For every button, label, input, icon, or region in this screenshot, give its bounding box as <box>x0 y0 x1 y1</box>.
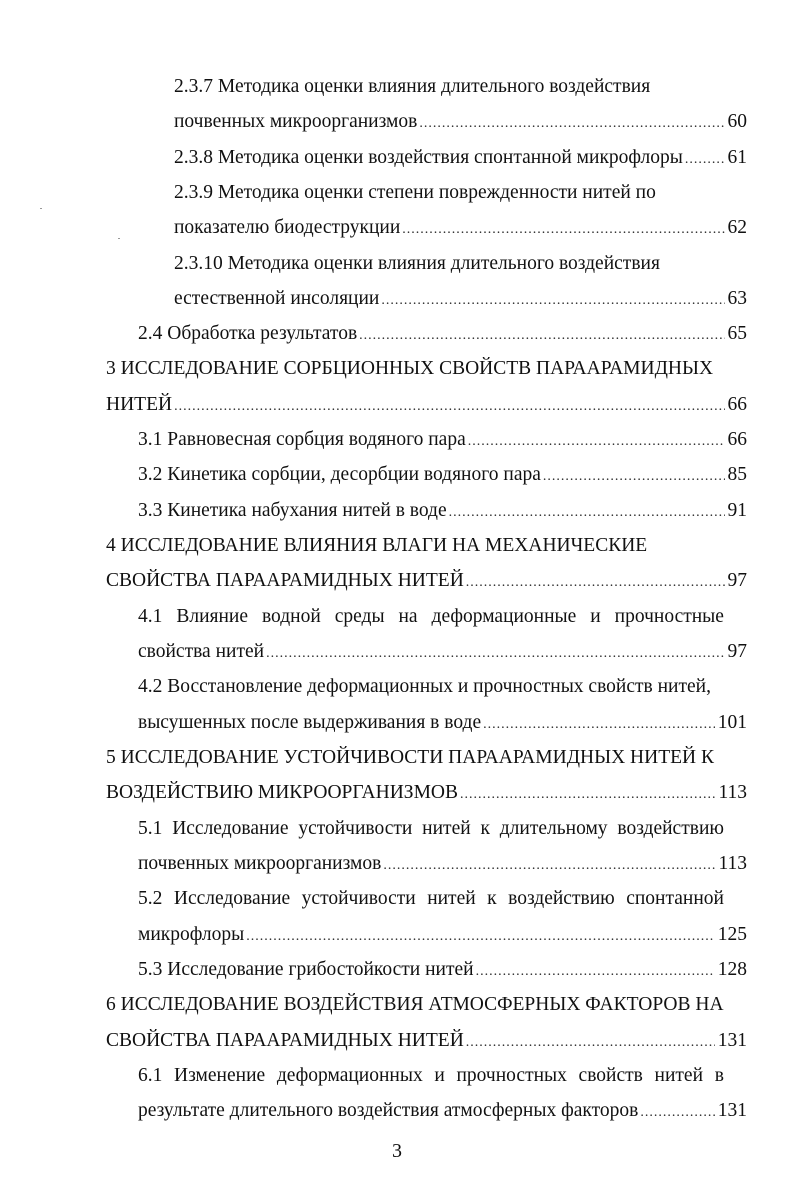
toc-word: в <box>714 1065 724 1086</box>
toc-entry-title: 2.4 Обработка результатов <box>138 323 358 344</box>
toc-chapter-4-line1 <box>106 531 647 561</box>
toc-chapter-title: 5 ИССЛЕДОВАНИЕ УСТОЙЧИВОСТИ ПАРААРАМИДНЫХ НИТЕЙ К <box>106 747 714 768</box>
toc-page-number: 97 <box>727 641 747 662</box>
toc-page-number: 125 <box>717 924 747 945</box>
toc-entry-6-1-line1 <box>138 1061 724 1091</box>
page-number: 3 <box>392 1140 402 1162</box>
toc-word: деформационных <box>276 1065 423 1086</box>
toc-word: 5.2 <box>138 888 163 909</box>
toc-word: нитей <box>422 818 471 839</box>
toc-page-number: 131 <box>717 1030 747 1051</box>
dot-leader <box>685 145 725 175</box>
toc-word: воздействию <box>508 888 615 909</box>
toc-page-number: 61 <box>727 147 747 168</box>
toc-entry-4-1-line2 <box>138 637 747 667</box>
toc-entry-3-2 <box>138 460 747 490</box>
toc-entry-2-4 <box>138 319 747 349</box>
toc-chapter-5-line2 <box>106 778 747 808</box>
toc-word: водной <box>261 606 321 627</box>
dot-leader <box>468 427 725 457</box>
dot-leader <box>466 568 725 598</box>
toc-entry-2-3-9-line1 <box>174 178 656 208</box>
toc-word: деформационные <box>431 606 577 627</box>
toc-entry-title: 3.2 Кинетика сорбции, десорбции водяного пара <box>138 464 541 485</box>
toc-entry-title: микрофлоры <box>138 924 245 945</box>
toc-entry-2-3-9-line2 <box>174 213 747 243</box>
scan-speck <box>40 208 42 209</box>
dot-leader <box>174 392 724 422</box>
toc-word: Исследование <box>173 888 291 909</box>
toc-page-number: 65 <box>727 323 747 344</box>
toc-word: устойчивости <box>298 818 413 839</box>
toc-entry-4-2-line2 <box>138 708 747 738</box>
dot-leader <box>476 957 715 987</box>
toc-entry-title: 2.3.10 Методика оценки влияния длительного воздействия <box>174 253 660 274</box>
toc-chapter-title: СВОЙСТВА ПАРААРАМИДНЫХ НИТЕЙ <box>106 1030 464 1051</box>
toc-chapter-3-line2 <box>106 390 747 420</box>
toc-entry-4-2-line1 <box>138 672 711 702</box>
toc-chapter-title: ВОЗДЕЙСТВИЮ МИКРООРГАНИЗМОВ <box>106 782 458 803</box>
toc-word: Исследование <box>172 818 289 839</box>
toc-word: свойств <box>578 1065 643 1086</box>
toc-entry-6-1-line2 <box>138 1096 747 1126</box>
toc-page-number: 63 <box>727 288 747 309</box>
dot-leader <box>449 498 725 528</box>
toc-word: устойчивости <box>301 888 416 909</box>
toc-word: спонтанной <box>626 888 724 909</box>
toc-entry-title: 2.3.8 Методика оценки воздействия спонтанной микрофлоры <box>174 147 683 168</box>
toc-entry-5-1-line2 <box>138 849 747 879</box>
toc-word: и <box>590 606 601 627</box>
toc-entry-title: почвенных микроорганизмов <box>138 853 382 874</box>
toc-entry-title: результате длительного воздействия атмосферных факторов <box>138 1100 639 1121</box>
dot-leader <box>383 851 715 881</box>
toc-page-number: 62 <box>727 217 747 238</box>
toc-word: воздействию <box>617 818 724 839</box>
toc-entry-5-3 <box>138 955 747 985</box>
dot-leader <box>266 639 724 669</box>
toc-entry-title: свойства нитей <box>138 641 265 662</box>
dot-leader <box>483 710 715 740</box>
toc-page-number: 66 <box>727 429 747 450</box>
toc-entry-title: 3.1 Равновесная сорбция водяного пара <box>138 429 466 450</box>
toc-entry-5-2-line1 <box>138 884 724 914</box>
toc-word: 5.1 <box>138 818 163 839</box>
toc-page-number: 66 <box>727 394 747 415</box>
toc-page-number: 131 <box>717 1100 747 1121</box>
dot-leader <box>460 780 715 810</box>
toc-entry-2-3-8 <box>174 143 747 173</box>
toc-word: 6.1 <box>138 1065 163 1086</box>
dot-leader <box>402 215 724 245</box>
toc-page-number: 128 <box>717 959 747 980</box>
dot-leader <box>543 462 725 492</box>
dot-leader <box>419 109 724 139</box>
toc-entry-title: естественной инсоляции <box>174 288 380 309</box>
toc-chapter-title: 3 ИССЛЕДОВАНИЕ СОРБЦИОННЫХ СВОЙСТВ ПАРААРАМИДНЫХ <box>106 358 714 379</box>
scan-speck <box>118 238 120 239</box>
toc-entry-5-2-line2 <box>138 920 747 950</box>
toc-page-number: 97 <box>727 570 747 591</box>
toc-entry-2-3-10-line1 <box>174 249 660 279</box>
toc-entry-title: почвенных микроорганизмов <box>174 111 418 132</box>
toc-word: к <box>487 888 497 909</box>
dot-leader <box>246 922 715 952</box>
toc-chapter-title: СВОЙСТВА ПАРААРАМИДНЫХ НИТЕЙ <box>106 570 464 591</box>
toc-word: на <box>398 606 418 627</box>
dot-leader <box>359 321 724 351</box>
toc-entry-3-1 <box>138 425 747 455</box>
toc-page-number: 85 <box>727 464 747 485</box>
toc-entry-title: 3.3 Кинетика набухания нитей в воде <box>138 500 447 521</box>
toc-page-number: 101 <box>717 712 747 733</box>
dot-leader <box>640 1098 714 1128</box>
toc-entry-5-1-line1 <box>138 814 724 844</box>
toc-entry-4-1-line1 <box>138 602 724 632</box>
toc-page-number: 113 <box>718 782 747 803</box>
toc-chapter-title: НИТЕЙ <box>106 394 173 415</box>
toc-word: среды <box>334 606 385 627</box>
toc-entry-2-3-7-line2 <box>174 107 747 137</box>
toc-word: к <box>480 818 490 839</box>
toc-entry-title: 2.3.7 Методика оценки влияния длительного воздействия <box>174 76 651 97</box>
toc-entry-title: показателю биодеструкции <box>174 217 401 238</box>
toc-entry-3-3 <box>138 496 747 526</box>
toc-chapter-title: 6 ИССЛЕДОВАНИЕ ВОЗДЕЙСТВИЯ АТМОСФЕРНЫХ ФАКТОРОВ НА <box>106 994 724 1015</box>
toc-page-number: 60 <box>727 111 747 132</box>
toc-word: нитей <box>427 888 476 909</box>
toc-entry-2-3-7-line1 <box>174 72 650 102</box>
toc-chapter-6-line1 <box>106 990 724 1020</box>
dot-leader <box>381 286 724 316</box>
toc-entry-title: высушенных после выдерживания в воде <box>138 712 482 733</box>
toc-word: Влияние <box>176 606 248 627</box>
toc-word: прочностные <box>614 606 724 627</box>
toc-entry-title: 5.3 Исследование грибостойкости нитей <box>138 959 474 980</box>
toc-word: 4.1 <box>138 606 163 627</box>
toc-chapter-3-line1 <box>106 354 713 384</box>
toc-page-number: 91 <box>727 500 747 521</box>
toc-entry-title: 2.3.9 Методика оценки степени поврежденности нитей по <box>174 182 656 203</box>
toc-word: Изменение <box>174 1065 266 1086</box>
dot-leader <box>466 1028 715 1058</box>
toc-chapter-5-line1 <box>106 743 714 773</box>
toc-word: длительному <box>499 818 608 839</box>
toc-chapter-title: 4 ИССЛЕДОВАНИЕ ВЛИЯНИЯ ВЛАГИ НА МЕХАНИЧЕСКИЕ <box>106 535 648 556</box>
toc-entry-title: 4.2 Восстановление деформационных и прочностных свойств нитей, <box>138 676 711 697</box>
toc-word: прочностных <box>456 1065 567 1086</box>
toc-entry-2-3-10-line2 <box>174 284 747 314</box>
toc-page-number: 113 <box>718 853 747 874</box>
toc-word: и <box>434 1065 445 1086</box>
toc-chapter-6-line2 <box>106 1026 747 1056</box>
toc-chapter-4-line2 <box>106 566 747 596</box>
toc-word: нитей <box>654 1065 704 1086</box>
